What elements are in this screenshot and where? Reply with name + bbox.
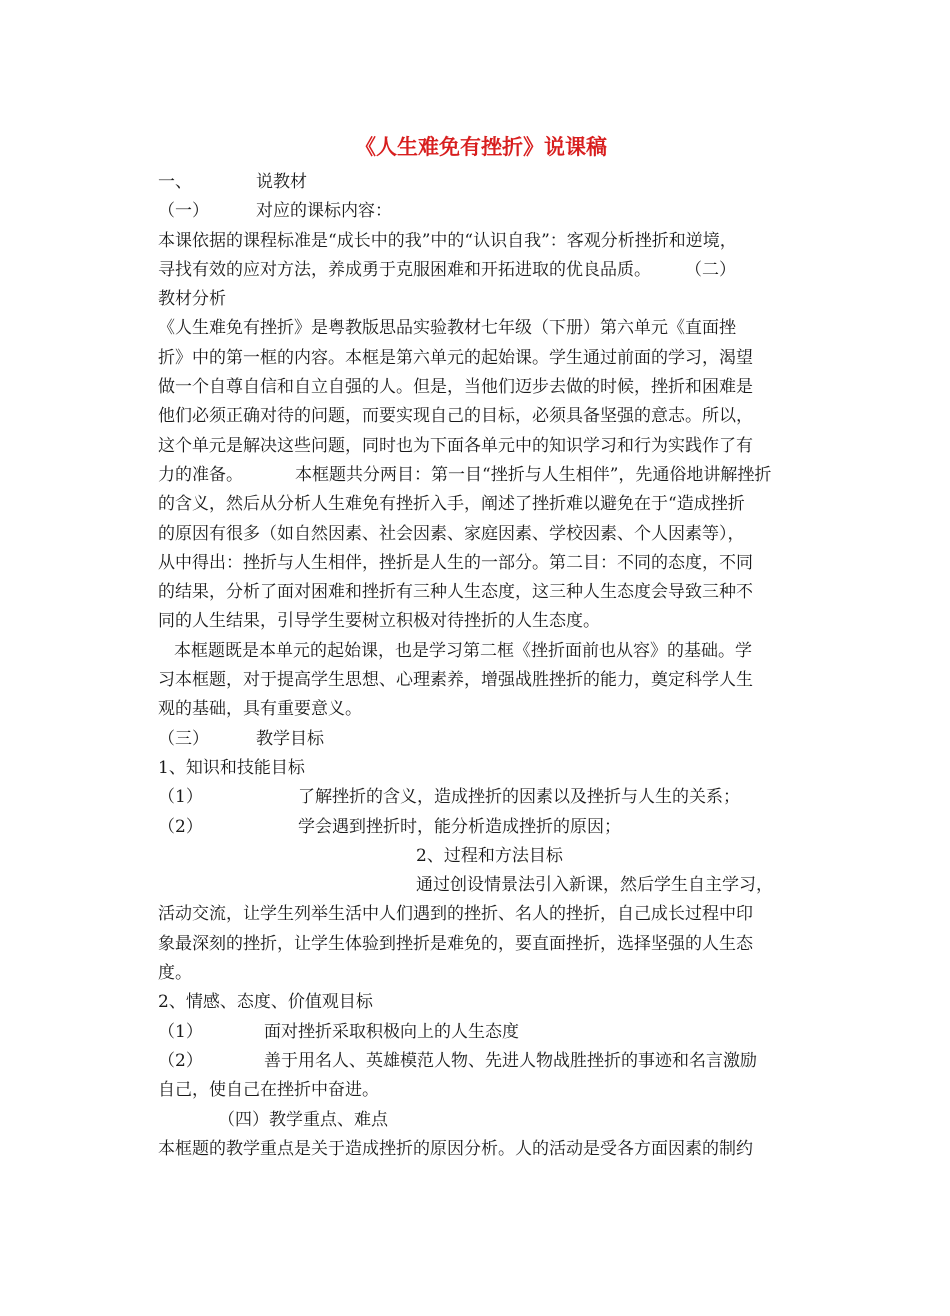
section-heading-1 [158, 168, 794, 197]
paragraph-line: 的原因有很多（如自然因素、社会因素、家庭因素、学校因素、个人因素等）， [158, 523, 745, 544]
subsection-number: （一） [158, 201, 209, 222]
paragraph-line: 他们必须正确对待的问题，而要实现自己的目标，必须具备坚强的意志。所以， [158, 406, 753, 427]
paragraph-line: 象最深刻的挫折，让学生体验到挫折是难免的，要直面挫折，选择坚强的人生态 [158, 933, 753, 954]
paragraph-line: 通过创设情景法引入新课，然后学生自主学习， [416, 875, 773, 896]
goal-number: （1） [158, 787, 203, 808]
goal-number: （2） [158, 1050, 203, 1071]
paragraph-line: 的含义，然后从分析人生难免有挫折入手，阐述了挫折难以避免在于“造成挫折 [158, 494, 745, 515]
goal-heading: 2、过程和方法目标 [416, 845, 563, 866]
goal-text: 学会遇到挫折时，能分析造成挫折的原因； [298, 816, 621, 837]
paragraph-line: 从中得出：挫折与人生相伴，挫折是人生的一部分。第二目：不同的态度，不同 [158, 552, 753, 573]
goal-item [158, 1047, 794, 1076]
subsection-title: 教材分析 [158, 289, 226, 310]
section-number: 一、 [158, 172, 192, 192]
subsection-number: （三） [158, 728, 209, 749]
paragraph-line: 这个单元是解决这些问题，同时也为下面各单元中的知识学习和行为实践作了有 [158, 435, 753, 456]
paragraph-line: 本框题既是本单元的起始课，也是学习第二框《挫折面前也从容》的基础。学 [174, 640, 752, 661]
paragraph-line: 观的基础，具有重要意义。 [158, 699, 362, 720]
subsection-title: 教学目标 [256, 728, 324, 749]
paragraph-line: 本课依据的课程标准是“成长中的我”中的“认识自我”：客观分析挫折和逆境， [158, 230, 737, 251]
subsection-number: （二） [685, 259, 736, 280]
goal-item [158, 1018, 794, 1047]
goal-text: 了解挫折的含义，造成挫折的因素以及挫折与人生的关系； [298, 787, 740, 808]
subsection-heading-1a [158, 197, 794, 226]
goal-text: 面对挫折采取积极向上的人生态度 [264, 1021, 519, 1042]
paragraph-line: 本框题的教学重点是关于造成挫折的原因分析。人的活动是受各方面因素的制约 [158, 1138, 753, 1159]
document-page [158, 126, 794, 1164]
paragraph-line [158, 256, 794, 285]
goal-heading: 2、情感、态度、价值观目标 [158, 992, 373, 1013]
goal-number: （1） [158, 1021, 203, 1042]
subsection-heading-1c [158, 725, 794, 754]
subsection-title: 对应的课标内容： [256, 201, 392, 222]
paragraph-line: 习本框题，对于提高学生思想、心理素养，增强战胜挫折的能力，奠定科学人生 [158, 670, 753, 691]
goal-heading: 1、知识和技能目标 [158, 757, 305, 778]
paragraph-line [158, 461, 794, 490]
goal-number: （2） [158, 816, 203, 837]
paragraph-line: 做一个自尊自信和自立自强的人。但是，当他们迈步去做的时候，挫折和困难是 [158, 377, 753, 398]
document-title: 《人生难免有挫折》说课稿 [355, 134, 607, 159]
paragraph-line: 度。 [158, 963, 192, 984]
paragraph-line: 《人生难免有挫折》是粤教版思品实验教材七年级（下册）第六单元《直面挫 [158, 318, 736, 339]
paragraph-line: 折》中的第一框的内容。本框是第六单元的起始课。学生通过前面的学习，渴望 [158, 347, 753, 368]
paragraph-line: 同的人生结果，引导学生要树立积极对待挫折的人生态度。 [158, 611, 600, 632]
paragraph-line: 活动交流，让学生列举生活中人们遇到的挫折、名人的挫折，自己成长过程中印 [158, 904, 753, 925]
goal-text: 善于用名人、英雄模范人物、先进人物战胜挫折的事迹和名言激励 [264, 1050, 757, 1071]
paragraph-line: 的结果，分析了面对困难和挫折有三种人生态度，这三种人生态度会导致三种不 [158, 582, 753, 603]
goal-item [158, 813, 794, 842]
paragraph-text: 本框题共分两目：第一目“挫折与人生相伴”，先通俗地讲解挫折 [295, 464, 772, 485]
goal-item [158, 783, 794, 812]
paragraph-line: 自己，使自己在挫折中奋进。 [158, 1080, 379, 1101]
paragraph-text: 力的准备。 [158, 464, 243, 485]
subsection-heading-1d: （四）教学重点、难点 [218, 1109, 388, 1130]
paragraph-text: 寻找有效的应对方法，养成勇于克服困难和开拓进取的优良品质。 [158, 259, 651, 280]
section-title: 说教材 [256, 172, 307, 192]
